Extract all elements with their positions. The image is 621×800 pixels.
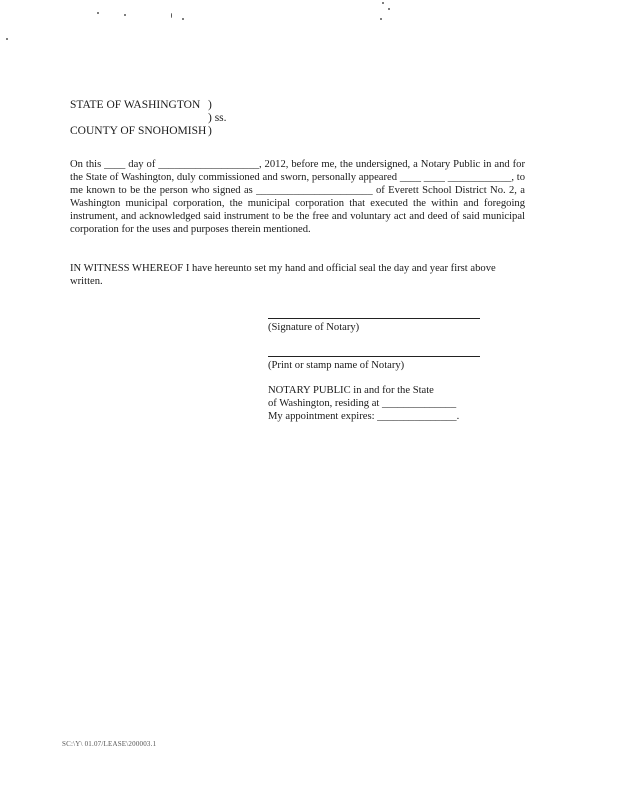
scan-speck xyxy=(171,13,172,18)
footer-doc-code: SC:\Y\ 01.07/LEASE\200003.1 xyxy=(62,740,157,748)
notary-public-line-2: of Washington, residing at ______________ xyxy=(268,398,457,409)
witness-paragraph: IN WITNESS WHEREOF I have hereunto set my hand and official seal the day and year first above written. xyxy=(70,263,496,287)
print-name-line xyxy=(268,356,480,357)
signature-caption: (Signature of Notary) xyxy=(268,322,360,333)
venue-paren-2: ) xyxy=(208,125,212,137)
notary-public-line-1: NOTARY PUBLIC in and for the State xyxy=(268,385,434,396)
state-label: STATE OF WASHINGTON xyxy=(70,99,201,111)
appointment-expires: My appointment expires: _______________. xyxy=(268,411,460,422)
scan-speck xyxy=(388,8,390,10)
scan-speck xyxy=(97,12,99,14)
scan-speck xyxy=(124,14,126,16)
county-label: COUNTY OF SNOHOMISH xyxy=(70,125,207,137)
acknowledgment-paragraph: On this ____ day of ___________________, 2012, before me, the undersigned, a Notary Public in and for the State of Washington, duly commissioned and sworn, personally appeared ____ ____ ____________, to me known to be the person who signed as ______________________ of Everett School District No. 2, a Washington municipal corporation, the municipal corporation that executed the within and foregoing instrument, and acknowledged said instrument to be the free and voluntary act and deed of said municipal corporation for the uses and purposes therein mentioned. xyxy=(70,159,525,235)
scan-speck xyxy=(382,2,384,4)
print-name-caption: (Print or stamp name of Notary) xyxy=(268,360,405,371)
venue-ss: ) ss. xyxy=(208,112,227,124)
scan-speck xyxy=(6,38,8,40)
scan-speck xyxy=(380,18,382,20)
signature-line xyxy=(268,318,480,319)
venue-paren-1: ) xyxy=(208,99,212,111)
scan-speck xyxy=(182,18,184,20)
